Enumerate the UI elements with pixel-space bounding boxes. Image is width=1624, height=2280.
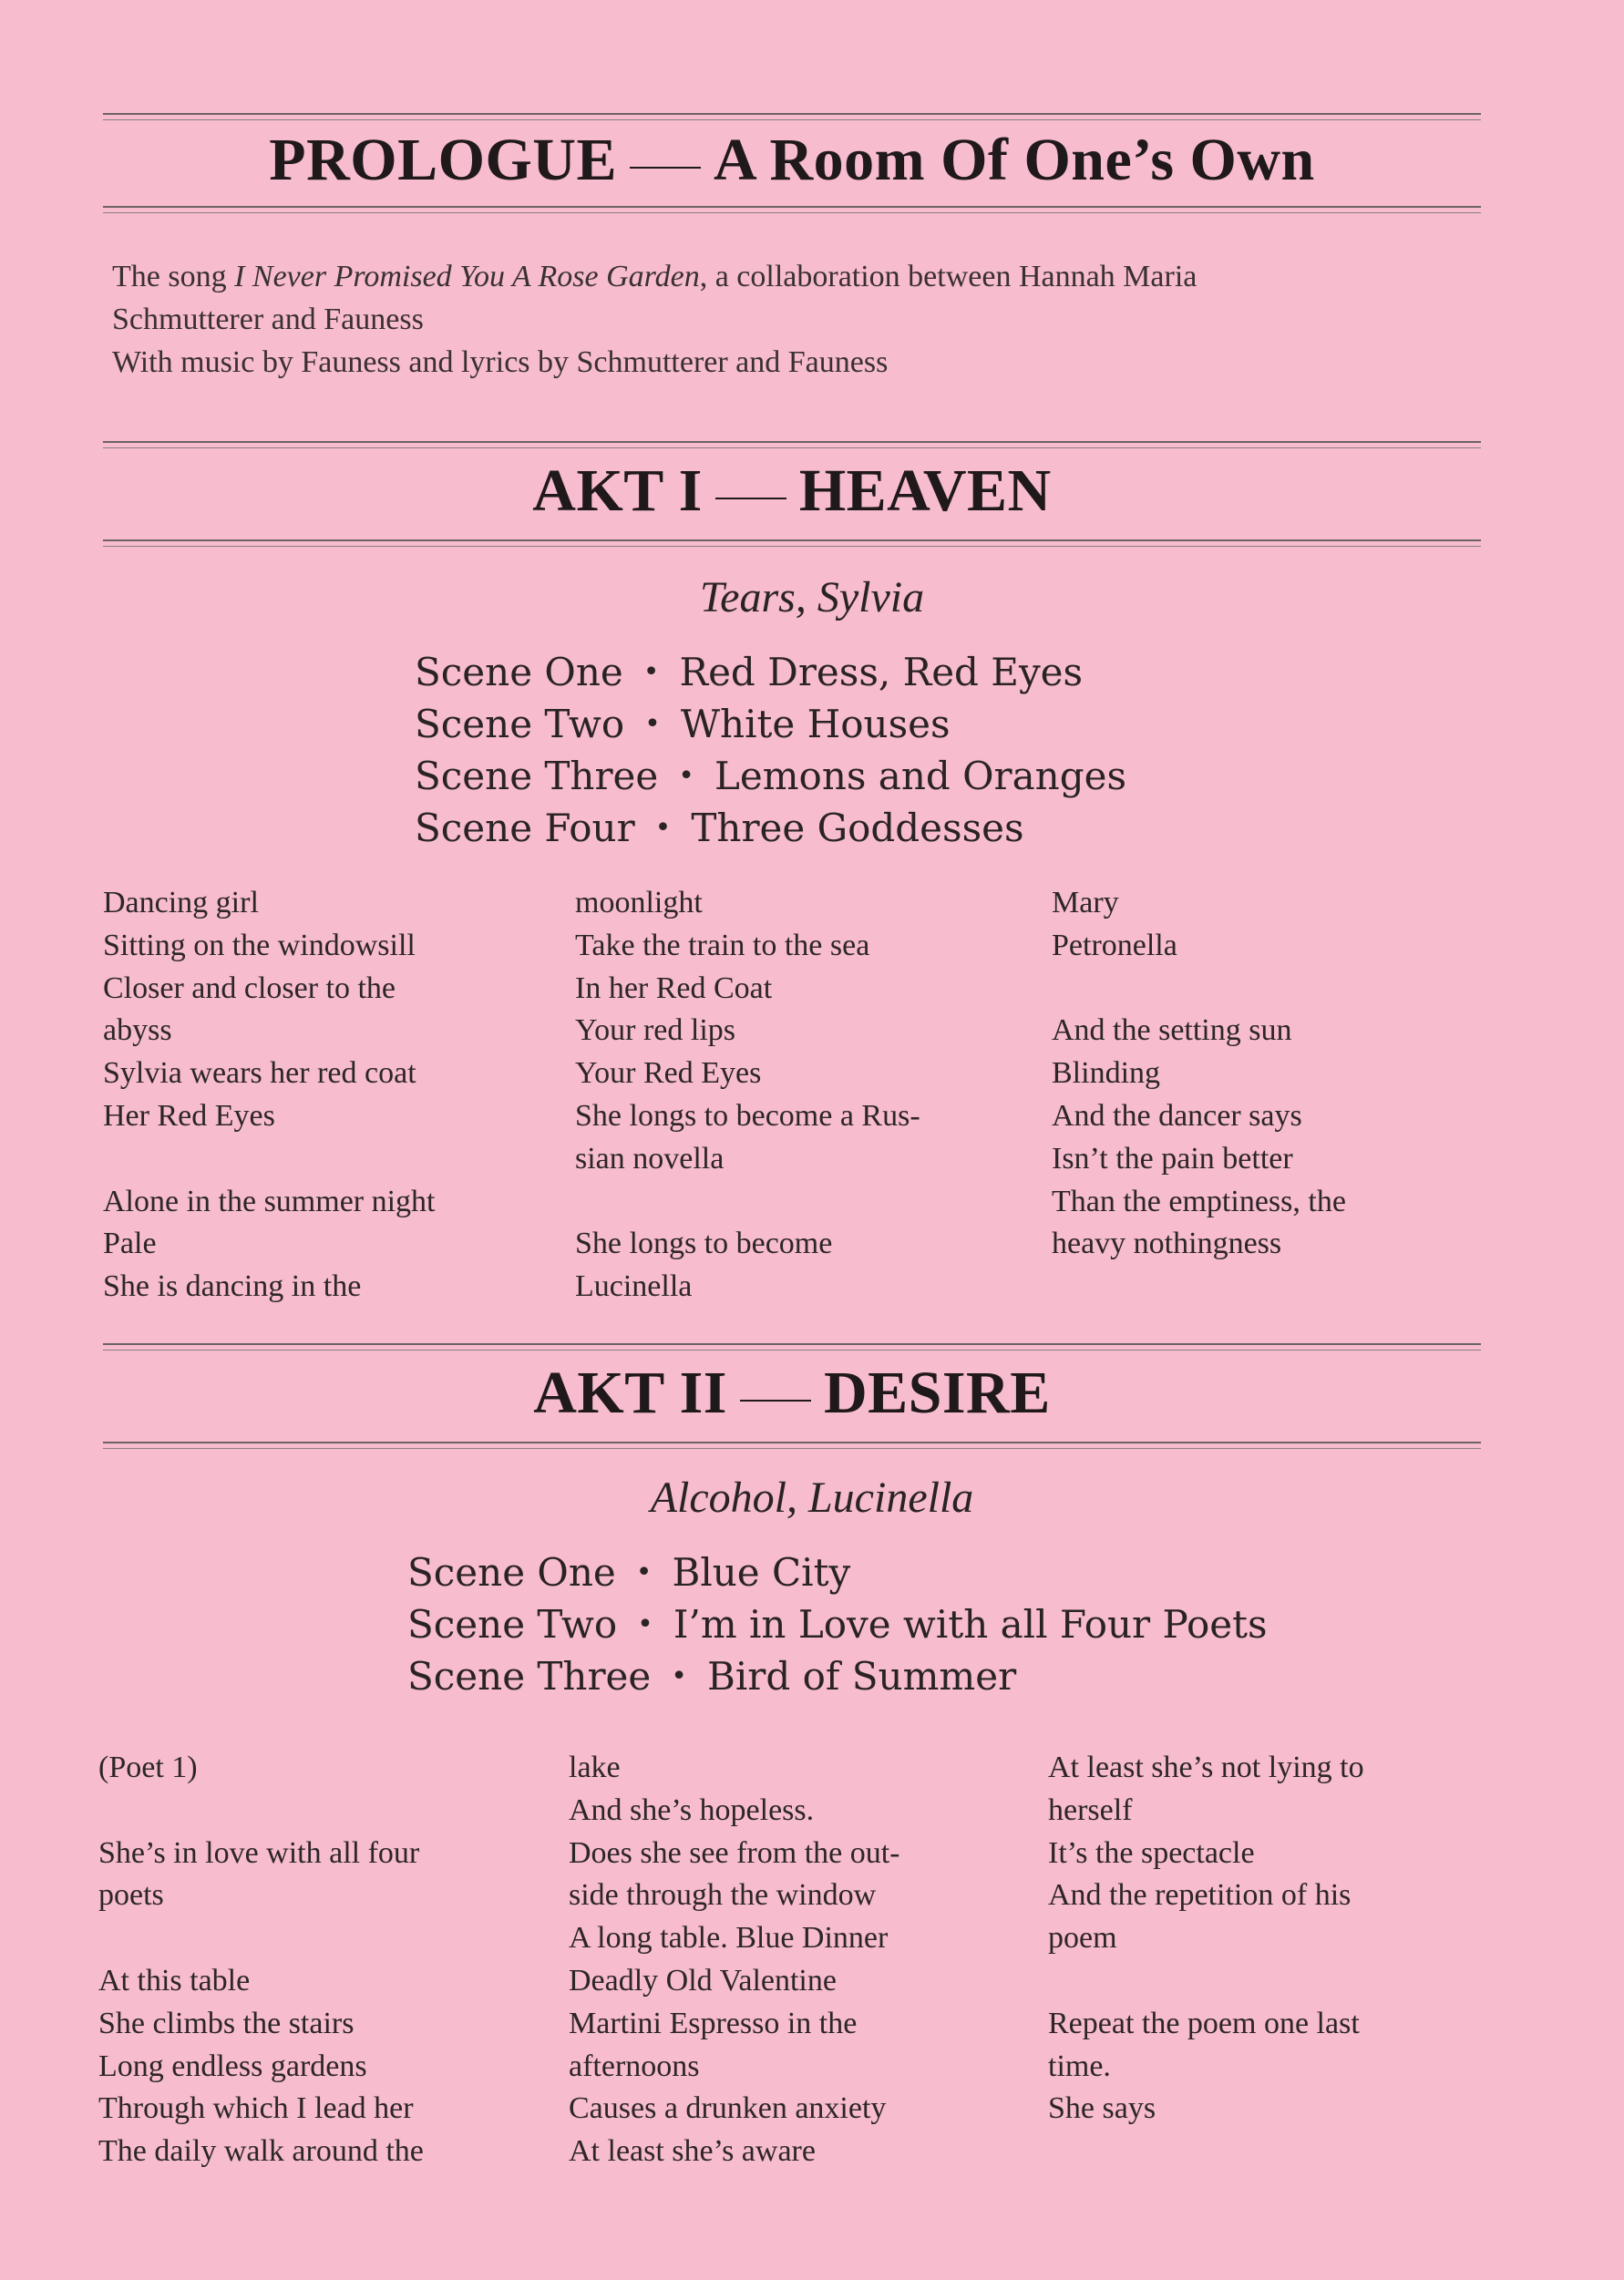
poem-line: Your red lips (575, 1013, 736, 1048)
scene-row (415, 805, 1126, 857)
prologue-heading-right: A Room Of One’s Own (713, 127, 1315, 193)
poem-line: And the repetition of his (1048, 1878, 1352, 1913)
prologue-line-1 (112, 255, 1479, 298)
prologue-heading-left: PROLOGUE (269, 127, 617, 193)
poem-line: Pale (103, 1227, 157, 1261)
poem-line: She says (1048, 2091, 1156, 2126)
poem-line: At least she’s not lying to (1048, 1751, 1364, 1784)
scene-label: Scene Four (415, 806, 635, 850)
poem-line: Mary (1052, 886, 1119, 919)
poem-line (1048, 1960, 1364, 2003)
akt2-poem-column-1 (98, 1747, 424, 2173)
poem-line: And the dancer says (1052, 1098, 1302, 1133)
scene-title: White Houses (680, 702, 951, 746)
poem-line: moonlight (575, 886, 703, 919)
akt2-heading-left: AKT II (533, 1360, 727, 1426)
poem-line: Blinding (1052, 1056, 1161, 1091)
akt1-poem-column-3 (1052, 882, 1346, 1266)
scene-row (415, 753, 1126, 805)
poem-line: Causes a drunken anxiety (569, 2091, 887, 2126)
bullet: • (654, 812, 672, 844)
poem-line: Lucinella (575, 1269, 693, 1304)
prologue-description (112, 255, 1479, 384)
poem-line: Closer and closer to the (103, 971, 396, 1005)
bullet: • (637, 1608, 653, 1640)
scene-row (407, 1601, 1268, 1653)
scene-label: Scene One (407, 1550, 616, 1595)
bottom-rule (103, 539, 1481, 541)
poem-line: Than the emptiness, the (1052, 1184, 1346, 1218)
akt1-subtitle: Tears, Sylvia (699, 573, 925, 621)
poem-line (575, 1181, 920, 1224)
akt2-header (103, 1343, 1481, 1443)
heading-dash (630, 167, 701, 169)
akt2-heading-right: DESIRE (823, 1360, 1051, 1426)
poem-line: afternoons (569, 2049, 700, 2083)
poem-line (1052, 968, 1346, 1011)
prologue-line-1-prefix: The song (112, 260, 235, 293)
scene-label: Scene One (415, 650, 623, 694)
poem-line: She is dancing in the (103, 1269, 362, 1304)
poem-line: Take the train to the sea (575, 928, 870, 962)
poem-line: Petronella (1052, 928, 1177, 962)
bullet: • (642, 656, 660, 688)
poem-line: It’s the spectacle (1048, 1835, 1255, 1870)
akt2-scene-list (407, 1549, 1268, 1705)
prologue-line-1-suffix: , a collaboration between Hannah Maria (699, 260, 1197, 293)
scene-row (415, 701, 1126, 753)
poem-line: time. (1048, 2049, 1111, 2083)
poem-line: herself (1048, 1792, 1133, 1827)
poem-line: Your Red Eyes (575, 1056, 762, 1091)
poem-line: Through which I lead her (98, 2091, 414, 2126)
poem-line: Martini Espresso in the (569, 2006, 858, 2040)
prologue-line-2: Schmutterer and Fauness (112, 303, 424, 336)
poem-line: Does she see from the out- (569, 1835, 900, 1870)
bottom-rule (103, 206, 1481, 208)
akt1-heading-left: AKT I (532, 457, 703, 524)
poem-line: She longs to become a Rus- (575, 1098, 920, 1133)
poem-line: lake (569, 1751, 621, 1784)
akt1-poem-column-2 (575, 882, 920, 1309)
poem-line (98, 1790, 424, 1833)
scene-title: I’m in Love with all Four Poets (673, 1602, 1268, 1647)
poem-line: Dancing girl (103, 886, 259, 919)
heading-dash (740, 1400, 811, 1402)
poem-line: Her Red Eyes (103, 1098, 275, 1133)
scene-row (415, 649, 1126, 701)
scene-label: Scene Two (415, 702, 625, 746)
poem-line: (Poet 1) (98, 1751, 198, 1784)
poem-line: side through the window (569, 1878, 877, 1913)
poem-line: In her Red Coat (575, 971, 773, 1005)
scene-title: Bird of Summer (706, 1654, 1017, 1699)
poem-line: Sitting on the windowsill (103, 928, 416, 962)
scene-title: Red Dress, Red Eyes (679, 650, 1084, 694)
poem-line: And she’s hopeless. (569, 1792, 815, 1827)
scene-label: Scene Three (407, 1654, 652, 1699)
top-rule (103, 1343, 1481, 1345)
poem-line: sian novella (575, 1141, 725, 1176)
poem-line: Alone in the summer night (103, 1184, 436, 1218)
akt2-subtitle: Alcohol, Lucinella (650, 1474, 974, 1522)
scene-row (407, 1549, 1268, 1601)
bullet: • (671, 1660, 687, 1692)
poem-line: She’s in love with all four (98, 1835, 420, 1870)
poem-line: The daily walk around the (98, 2134, 424, 2169)
prologue-header (103, 113, 1481, 208)
prologue-line-3: With music by Fauness and lyrics by Schmutterer and Fauness (112, 345, 889, 379)
poem-line: She longs to become (575, 1227, 833, 1261)
poem-line: At least she’s aware (569, 2134, 816, 2169)
akt1-scene-list (415, 649, 1126, 857)
poem-line: At this table (98, 1963, 251, 1998)
bullet: • (678, 760, 694, 792)
bullet: • (644, 708, 661, 740)
poem-line: And the setting sun (1052, 1013, 1292, 1048)
top-rule (103, 113, 1481, 115)
poem-line: Deadly Old Valentine (569, 1963, 837, 1998)
akt1-heading (103, 457, 1481, 524)
scene-label: Scene Three (415, 754, 659, 798)
poem-line: poets (98, 1878, 164, 1913)
scene-row (407, 1653, 1268, 1705)
akt1-poem-column-1 (103, 882, 436, 1309)
heading-dash (715, 498, 786, 499)
akt1-header (103, 441, 1481, 541)
akt1-heading-right: HEAVEN (798, 457, 1052, 524)
poem-line: Repeat the poem one last (1048, 2006, 1360, 2040)
poem-line: abyss (103, 1013, 172, 1048)
akt2-heading (103, 1360, 1481, 1426)
poem-line: Isn’t the pain better (1052, 1141, 1293, 1176)
poem-line: Sylvia wears her red coat (103, 1056, 416, 1091)
poem-line: heavy nothingness (1052, 1227, 1282, 1261)
top-rule (103, 441, 1481, 443)
poem-line: poem (1048, 1921, 1117, 1956)
scene-label: Scene Two (407, 1602, 618, 1647)
poem-line: A long table. Blue Dinner (569, 1921, 889, 1956)
akt2-poem-column-3 (1048, 1747, 1364, 2131)
song-title: I Never Promised You A Rose Garden (234, 260, 700, 293)
poem-line: She climbs the stairs (98, 2006, 355, 2040)
scene-title: Blue City (672, 1550, 851, 1595)
bottom-rule (103, 1442, 1481, 1443)
scene-title: Three Goddesses (691, 806, 1024, 850)
poem-line (98, 1917, 424, 1960)
poem-line: Long endless gardens (98, 2049, 367, 2083)
poem-line (103, 1138, 436, 1181)
akt2-poem-column-2 (569, 1747, 900, 2173)
scene-title: Lemons and Oranges (714, 754, 1127, 798)
prologue-heading (103, 127, 1481, 193)
bullet: • (635, 1556, 653, 1588)
